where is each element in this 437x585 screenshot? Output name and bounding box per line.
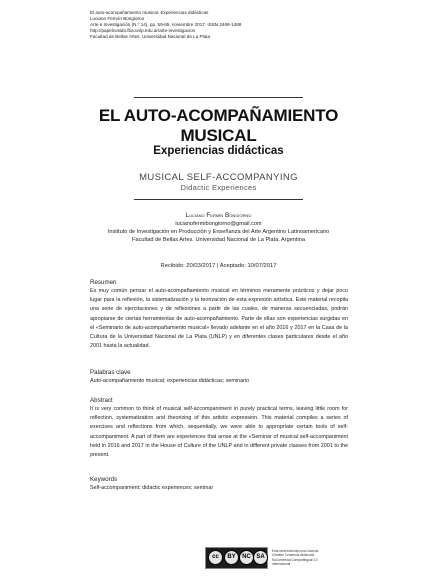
nc-noncommercial-icon: NC	[239, 550, 254, 565]
english-subtitle: Didactic Experiences	[180, 183, 257, 192]
author-block	[40, 212, 397, 244]
resumen-section	[90, 279, 348, 351]
cc-logo-icon: cc	[208, 550, 223, 565]
title-rule-bottom	[134, 199, 303, 200]
license-text: Esta obra está bajo una Licencia Creative Commons Atribución-NoComercial-CompartirIgual 4.0 Internacional	[272, 549, 319, 567]
header-line: Luciano Fermín Bongiorno	[90, 16, 145, 22]
sa-sharealike-icon: SA	[253, 550, 268, 565]
page-subtitle: Experiencias didácticas	[153, 145, 284, 157]
keywords-body: Self-accompaniment; didactic experiences; seminar	[90, 485, 214, 491]
author-affiliation: Instituto de Investigación en Producción y Enseñanza del Arte Argentino Latinoamericano	[107, 229, 330, 235]
resumen-heading: Resumen	[90, 279, 117, 286]
page-title-line1: EL AUTO-ACOMPAÑAMIENTO	[98, 106, 339, 125]
author-faculty: Facultad de Bellas Artes. Universidad Nacional de La Plata. Argentina	[132, 237, 305, 243]
palabras-clave-heading: Palabras clave	[90, 369, 131, 376]
by-attribution-icon: BY	[224, 550, 239, 565]
header-line[interactable]: http://papelcosido.fba.unlp.edu.ar/arte-investigacion	[90, 28, 196, 34]
english-title: MUSICAL SELF-ACCOMPANYING	[139, 172, 298, 183]
title-rule-top	[134, 97, 303, 98]
palabras-clave-body: Auto-acompañamiento musical; experiencias didácticas; seminario	[90, 378, 250, 384]
page-title-line2: MUSICAL	[180, 126, 257, 145]
keywords-section	[90, 476, 348, 493]
author-name: Luciano Fermín Bongiorno	[185, 212, 252, 219]
palabras-clave-section	[90, 369, 348, 386]
resumen-body: Es muy común pensar el auto-acompañamiento musical en términos meramente prácticos y dejar poco lugar para la reflexión, la sistematización y la teorización de esta expresión artística. Este material recopila una serie de ejercitaciones y de reflexiones a partir de las cuales, de maneras secuenciadas, podrán apropiarse de ciertas herramientas de auto-acompañamiento. Parte de ellas son experiencias surgidas en el «Seminario de auto-acompañamiento musical» llevado adelante en el año 2016 y 2017 en la Casa de la Cultura de la Universidad Nacional de La Plata (UNLP) y en diferentes clases particulares desde el año 2001 hasta la actualidad.	[90, 288, 348, 350]
header-line: Facultad de Bellas Artes. Universidad Nacional de La Plata	[90, 34, 211, 40]
keywords-heading: Keywords	[90, 476, 118, 483]
received-accepted-dates: Recibido: 20/03/2017 | Aceptado: 10/07/2017	[160, 263, 277, 269]
abstract-body: It is very common to think of musical self-accompaniment in purely practical terms, leaving little room for reflection, systematization and theorizing of this artistic expression. This material compiles a series of exercises and reflections from which, sequentially, we were able to appropriate certain tools of self-accompaniment. A part of them are experiences that arose at the «Seminar of musical self-accompaniment held in 2016 and 2017 in the House of Culture of the UNLP and in different private classes from 2001 to the present.	[90, 406, 348, 459]
header-line: Arte e Investigación (N.º 14), pp. 59-65, noviembre 2017. ISSN 2469-1488	[90, 22, 242, 28]
abstract-section	[90, 397, 348, 460]
cc-license-badge[interactable]	[205, 547, 268, 569]
running-header	[90, 10, 390, 40]
license-footer	[205, 547, 319, 569]
header-line: El auto-acompañamiento musical. Experiencias didácticas	[90, 10, 209, 15]
abstract-heading: Abstract	[90, 397, 113, 404]
author-email[interactable]: lucianofermibongiorno@gmail.com	[175, 221, 262, 227]
